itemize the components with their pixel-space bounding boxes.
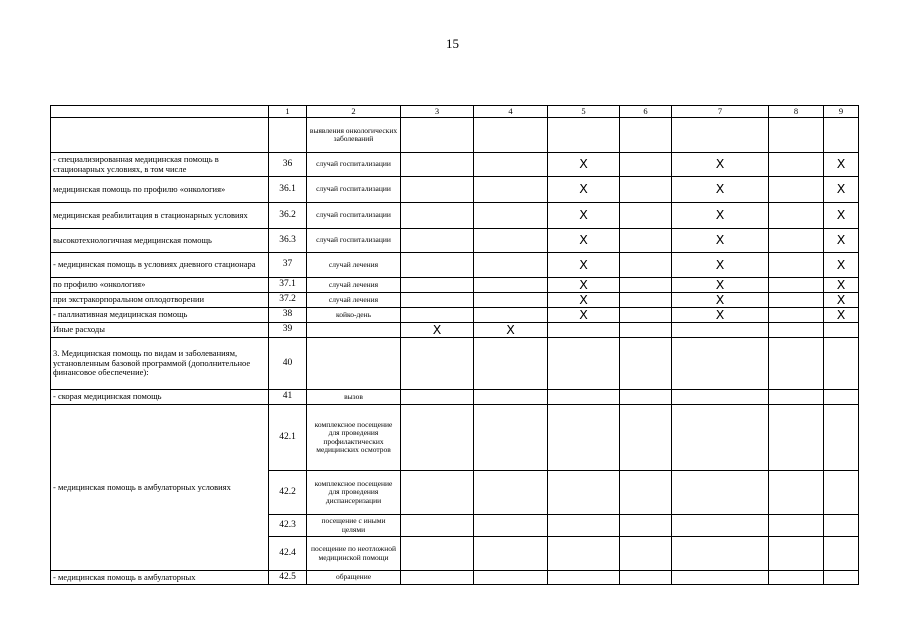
table-row — [51, 203, 859, 229]
value-cell-c6 — [620, 278, 672, 293]
unit-of-measure: обращение — [307, 571, 401, 585]
row-number: 36 — [269, 153, 307, 177]
value-cell-c7 — [672, 471, 769, 515]
value-cell-c3 — [401, 177, 474, 203]
value-cell-c6 — [620, 338, 672, 390]
value-cell-c8 — [769, 338, 824, 390]
unit-of-measure: вызов — [307, 390, 401, 405]
value-cell-c6 — [620, 571, 672, 585]
value-cell-c9 — [824, 338, 859, 390]
table-row — [51, 323, 859, 338]
value-cell-c4 — [474, 278, 548, 293]
table-row — [51, 405, 859, 471]
column-header: 3 — [401, 106, 474, 118]
value-cell-c9: X — [824, 278, 859, 293]
row-number: 42.2 — [269, 471, 307, 515]
value-cell-c7 — [672, 571, 769, 585]
value-cell-c7: X — [672, 153, 769, 177]
value-cell-c9 — [824, 515, 859, 537]
value-cell-c7: X — [672, 203, 769, 229]
value-cell-c5 — [548, 537, 620, 571]
value-cell-c7 — [672, 405, 769, 471]
value-cell-c5 — [548, 118, 620, 153]
value-cell-c4 — [474, 118, 548, 153]
value-cell-c8 — [769, 229, 824, 253]
value-cell-c9: X — [824, 177, 859, 203]
table-row — [51, 118, 859, 153]
table-row — [51, 229, 859, 253]
value-cell-c3 — [401, 471, 474, 515]
unit-of-measure: койко-день — [307, 308, 401, 323]
value-cell-c5: X — [548, 177, 620, 203]
value-cell-c6 — [620, 471, 672, 515]
row-number: 37.2 — [269, 293, 307, 308]
value-cell-c4 — [474, 229, 548, 253]
column-header: 5 — [548, 106, 620, 118]
value-cell-c7: X — [672, 229, 769, 253]
value-cell-c3 — [401, 515, 474, 537]
unit-of-measure — [307, 338, 401, 390]
value-cell-c8 — [769, 253, 824, 278]
value-cell-c5: X — [548, 278, 620, 293]
page-number: 15 — [446, 36, 459, 51]
value-cell-c5 — [548, 515, 620, 537]
value-cell-c7 — [672, 515, 769, 537]
value-cell-c3 — [401, 308, 474, 323]
row-number: 36.1 — [269, 177, 307, 203]
value-cell-c7 — [672, 323, 769, 338]
data-table — [50, 105, 859, 585]
column-header: 6 — [620, 106, 672, 118]
value-cell-c9: X — [824, 293, 859, 308]
row-name: - специализированная медицинская помощь в стационарных условиях, в том числе — [51, 153, 269, 177]
value-cell-c4 — [474, 338, 548, 390]
row-number: 39 — [269, 323, 307, 338]
value-cell-c3 — [401, 229, 474, 253]
column-header: 2 — [307, 106, 401, 118]
table-row — [51, 253, 859, 278]
value-cell-c8 — [769, 308, 824, 323]
table-row — [51, 338, 859, 390]
table-row — [51, 308, 859, 323]
value-cell-c9: X — [824, 229, 859, 253]
value-cell-c3 — [401, 537, 474, 571]
value-cell-c9 — [824, 537, 859, 571]
row-name: - паллиативная медицинская помощь — [51, 308, 269, 323]
value-cell-c8 — [769, 515, 824, 537]
value-cell-c7 — [672, 118, 769, 153]
column-header: 7 — [672, 106, 769, 118]
value-cell-c3 — [401, 293, 474, 308]
row-number: 42.5 — [269, 571, 307, 585]
row-number: 37.1 — [269, 278, 307, 293]
value-cell-c6 — [620, 177, 672, 203]
table-row — [51, 153, 859, 177]
value-cell-c6 — [620, 253, 672, 278]
value-cell-c6 — [620, 293, 672, 308]
row-name: высокотехнологичная медицинская помощь — [51, 229, 269, 253]
column-header: 8 — [769, 106, 824, 118]
row-number: 41 — [269, 390, 307, 405]
value-cell-c9 — [824, 471, 859, 515]
row-name: - медицинская помощь в амбулаторных — [51, 571, 269, 585]
value-cell-c5 — [548, 471, 620, 515]
value-cell-c5 — [548, 323, 620, 338]
unit-of-measure: комплексное посещение для проведения профилактических медицинских осмотров — [307, 405, 401, 471]
row-name: - медицинская помощь в условиях дневного стационара — [51, 253, 269, 278]
value-cell-c4 — [474, 177, 548, 203]
unit-of-measure — [307, 323, 401, 338]
value-cell-c6 — [620, 203, 672, 229]
row-name: Иные расходы — [51, 323, 269, 338]
value-cell-c9 — [824, 118, 859, 153]
value-cell-c3 — [401, 253, 474, 278]
value-cell-c7: X — [672, 253, 769, 278]
value-cell-c8 — [769, 471, 824, 515]
row-number: 36.3 — [269, 229, 307, 253]
value-cell-c8 — [769, 323, 824, 338]
table-row — [51, 390, 859, 405]
table-row — [51, 571, 859, 585]
value-cell-c7: X — [672, 278, 769, 293]
value-cell-c3 — [401, 278, 474, 293]
value-cell-c5 — [548, 338, 620, 390]
row-name: медицинская реабилитация в стационарных условиях — [51, 203, 269, 229]
row-number: 37 — [269, 253, 307, 278]
column-header: 9 — [824, 106, 859, 118]
value-cell-c5 — [548, 390, 620, 405]
value-cell-c3 — [401, 571, 474, 585]
value-cell-c5 — [548, 405, 620, 471]
row-name: при экстракорпоральном оплодотворении — [51, 293, 269, 308]
value-cell-c9 — [824, 405, 859, 471]
value-cell-c3 — [401, 118, 474, 153]
value-cell-c5: X — [548, 308, 620, 323]
value-cell-c9: X — [824, 203, 859, 229]
value-cell-c5: X — [548, 153, 620, 177]
row-name: медицинская помощь по профилю «онкология» — [51, 177, 269, 203]
header-row — [51, 106, 859, 118]
unit-of-measure: случай госпитализации — [307, 177, 401, 203]
value-cell-c6 — [620, 515, 672, 537]
row-name: - скорая медицинская помощь — [51, 390, 269, 405]
value-cell-c3: X — [401, 323, 474, 338]
column-header — [51, 106, 269, 118]
value-cell-c5: X — [548, 253, 620, 278]
value-cell-c4 — [474, 405, 548, 471]
value-cell-c6 — [620, 308, 672, 323]
value-cell-c4 — [474, 203, 548, 229]
unit-of-measure: случай лечения — [307, 253, 401, 278]
value-cell-c7: X — [672, 177, 769, 203]
row-number — [269, 118, 307, 153]
unit-of-measure: случай госпитализации — [307, 229, 401, 253]
row-number: 42.4 — [269, 537, 307, 571]
value-cell-c4 — [474, 253, 548, 278]
row-number: 36.2 — [269, 203, 307, 229]
value-cell-c4 — [474, 390, 548, 405]
value-cell-c7 — [672, 338, 769, 390]
row-name: - медицинская помощь в амбулаторных условиях — [51, 405, 269, 571]
table-row — [51, 177, 859, 203]
value-cell-c4 — [474, 537, 548, 571]
unit-of-measure: случай госпитализации — [307, 203, 401, 229]
value-cell-c3 — [401, 338, 474, 390]
value-cell-c6 — [620, 405, 672, 471]
value-cell-c5 — [548, 571, 620, 585]
value-cell-c8 — [769, 571, 824, 585]
value-cell-c4 — [474, 471, 548, 515]
unit-of-measure: случай лечения — [307, 293, 401, 308]
value-cell-c8 — [769, 405, 824, 471]
row-name — [51, 118, 269, 153]
value-cell-c6 — [620, 118, 672, 153]
value-cell-c3 — [401, 203, 474, 229]
value-cell-c4 — [474, 571, 548, 585]
table-row — [51, 278, 859, 293]
value-cell-c6 — [620, 537, 672, 571]
value-cell-c8 — [769, 390, 824, 405]
value-cell-c5: X — [548, 293, 620, 308]
table-row — [51, 293, 859, 308]
unit-of-measure: выявления онкологических заболеваний — [307, 118, 401, 153]
value-cell-c5: X — [548, 203, 620, 229]
unit-of-measure: комплексное посещение для проведения диспансеризации — [307, 471, 401, 515]
value-cell-c9 — [824, 571, 859, 585]
value-cell-c7 — [672, 390, 769, 405]
value-cell-c6 — [620, 323, 672, 338]
value-cell-c8 — [769, 278, 824, 293]
column-header: 1 — [269, 106, 307, 118]
row-number: 42.1 — [269, 405, 307, 471]
value-cell-c9: X — [824, 153, 859, 177]
unit-of-measure: посещение по неотложной медицинской помощи — [307, 537, 401, 571]
value-cell-c7 — [672, 537, 769, 571]
value-cell-c8 — [769, 177, 824, 203]
value-cell-c4 — [474, 293, 548, 308]
value-cell-c6 — [620, 153, 672, 177]
value-cell-c6 — [620, 390, 672, 405]
value-cell-c9 — [824, 390, 859, 405]
value-cell-c8 — [769, 203, 824, 229]
value-cell-c3 — [401, 405, 474, 471]
value-cell-c9 — [824, 323, 859, 338]
value-cell-c5: X — [548, 229, 620, 253]
value-cell-c6 — [620, 229, 672, 253]
value-cell-c4 — [474, 153, 548, 177]
row-name: 3. Медицинская помощь по видам и заболеваниям, установленным базовой программой (дополнительное финансовое обеспечение): — [51, 338, 269, 390]
value-cell-c8 — [769, 153, 824, 177]
value-cell-c4: X — [474, 323, 548, 338]
value-cell-c7: X — [672, 308, 769, 323]
value-cell-c4 — [474, 515, 548, 537]
row-name: по профилю «онкология» — [51, 278, 269, 293]
value-cell-c3 — [401, 153, 474, 177]
unit-of-measure: случай госпитализации — [307, 153, 401, 177]
row-number: 42.3 — [269, 515, 307, 537]
value-cell-c8 — [769, 293, 824, 308]
value-cell-c8 — [769, 537, 824, 571]
row-number: 40 — [269, 338, 307, 390]
value-cell-c9: X — [824, 253, 859, 278]
unit-of-measure: посещение с иными целями — [307, 515, 401, 537]
column-header: 4 — [474, 106, 548, 118]
value-cell-c3 — [401, 390, 474, 405]
value-cell-c9: X — [824, 308, 859, 323]
row-number: 38 — [269, 308, 307, 323]
unit-of-measure: случай лечения — [307, 278, 401, 293]
value-cell-c4 — [474, 308, 548, 323]
value-cell-c7: X — [672, 293, 769, 308]
value-cell-c8 — [769, 118, 824, 153]
